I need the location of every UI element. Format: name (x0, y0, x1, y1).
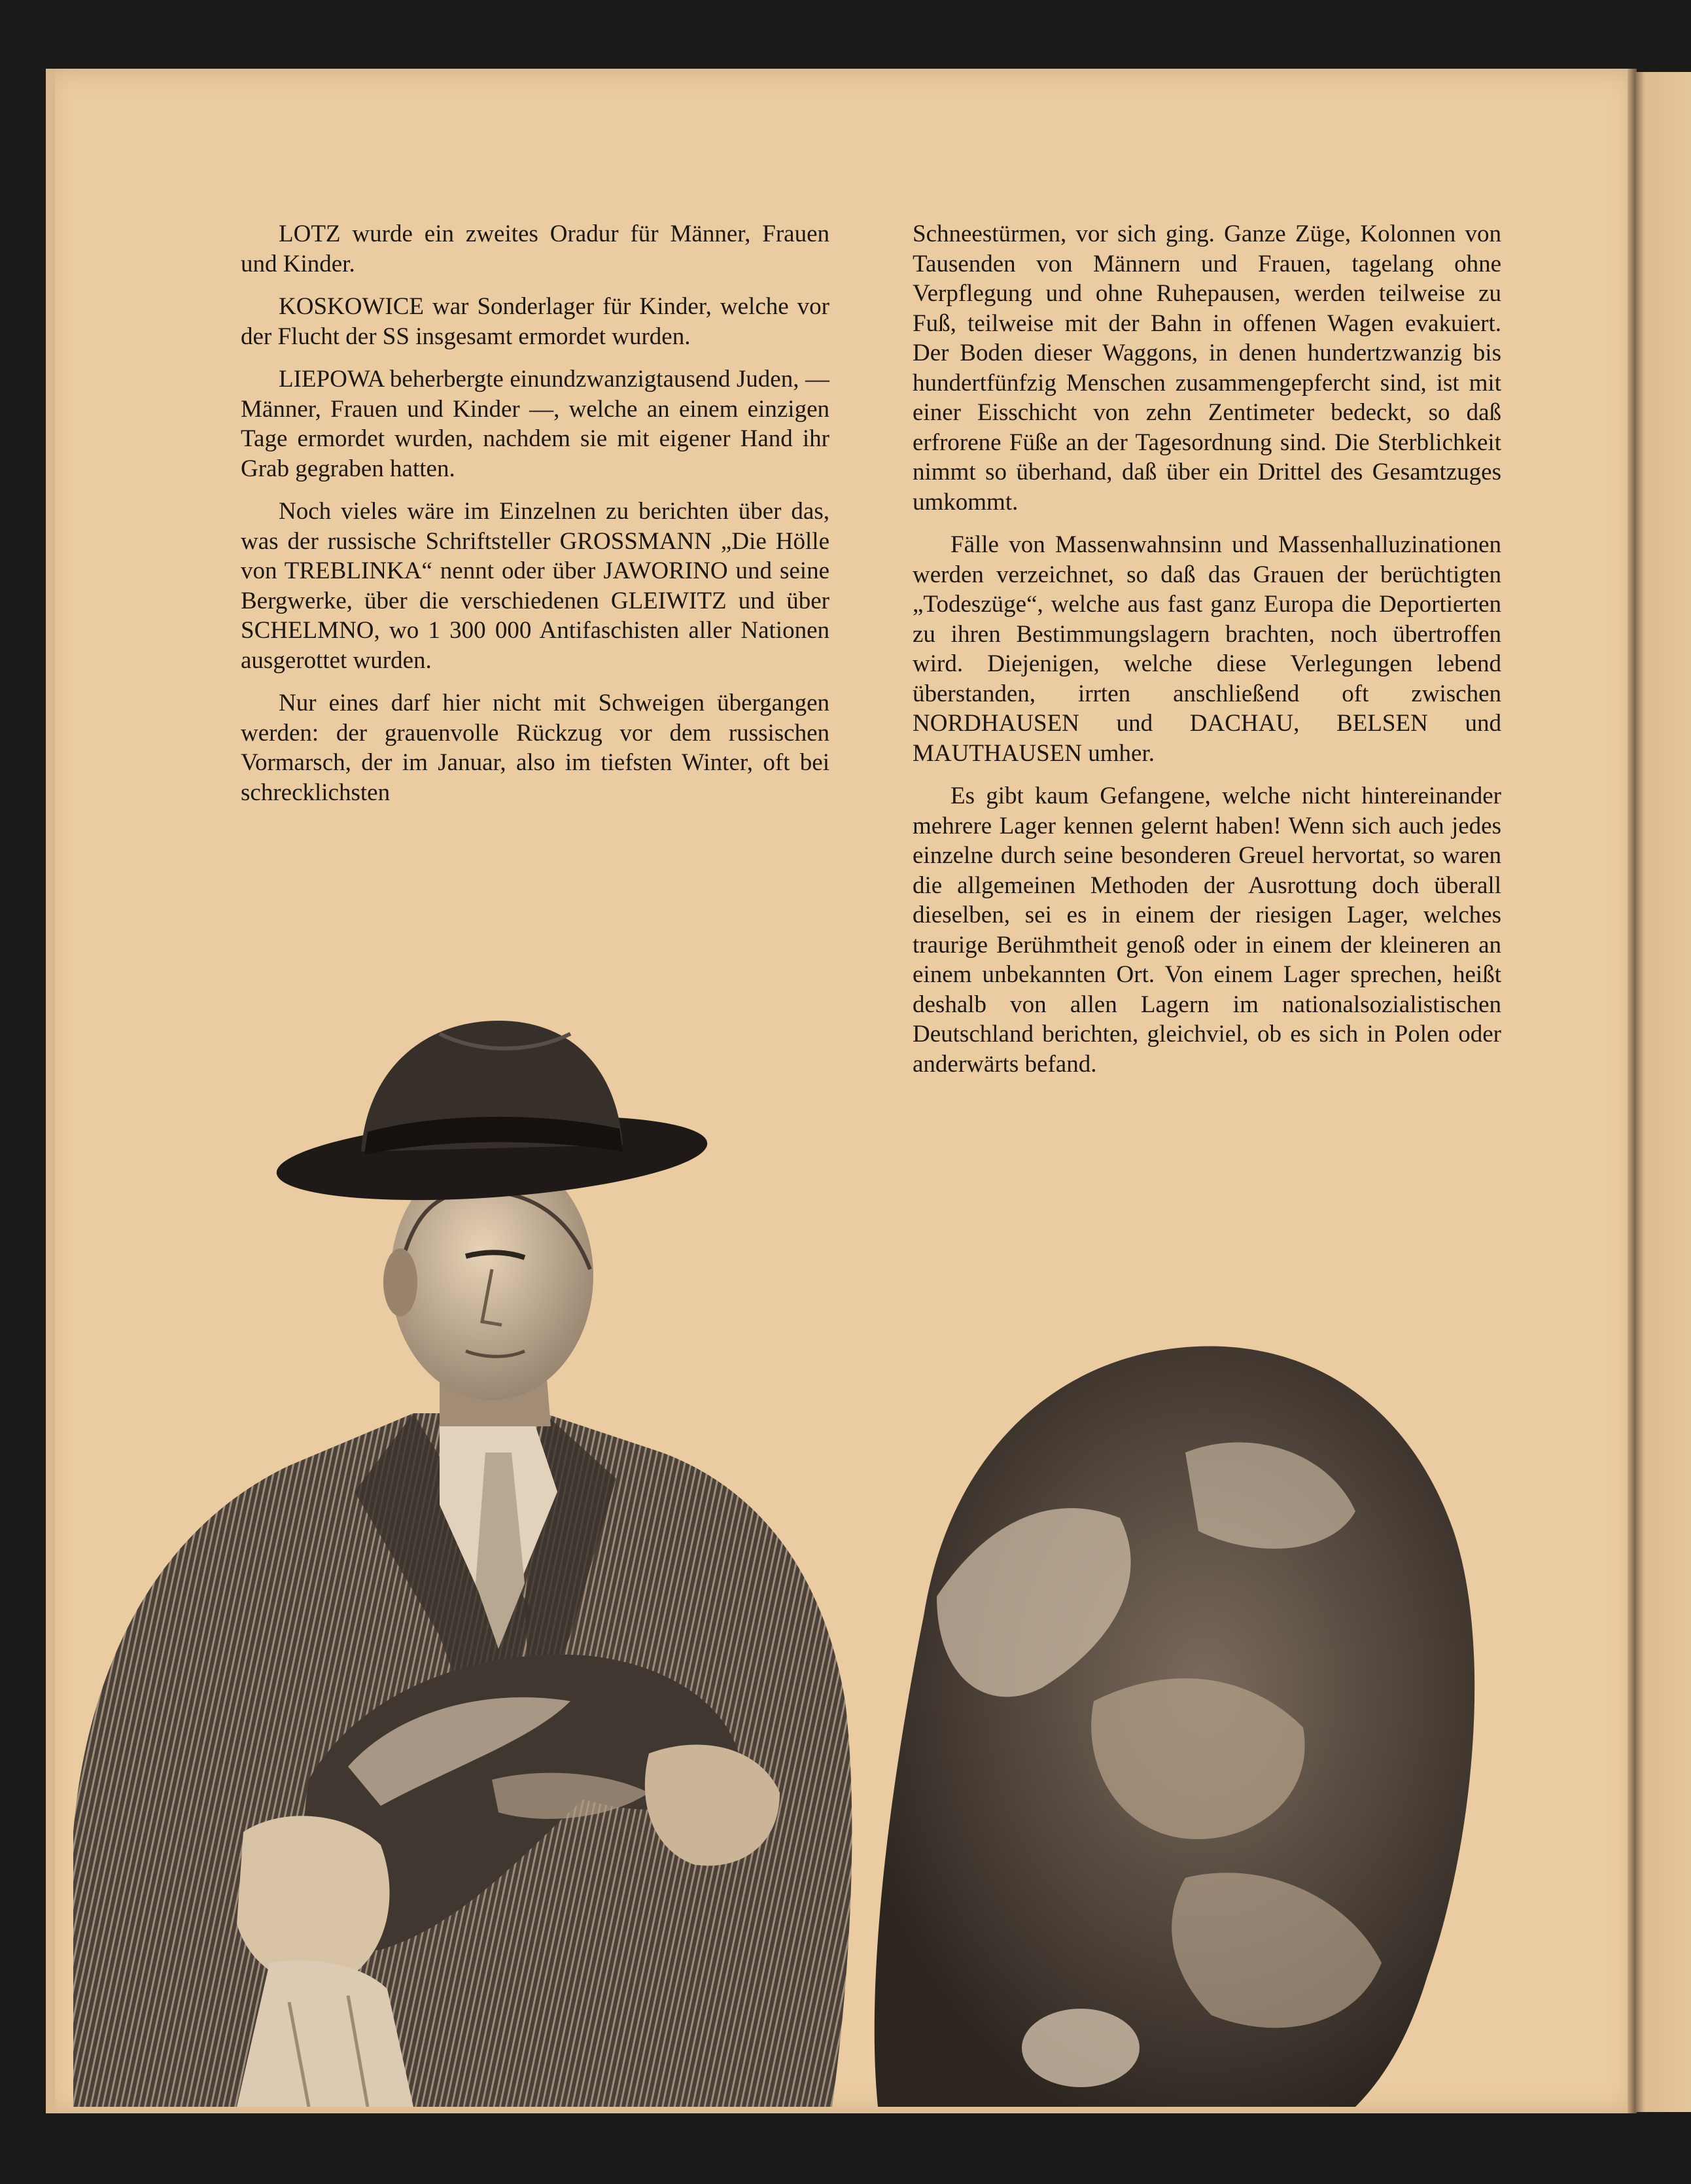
page-edge (46, 69, 55, 2113)
left-text-column (241, 219, 829, 820)
paragraph-treblinka: Noch vieles wäre im Einzelnen zu berichten über das, was der russische Schriftsteller GROSSMANN „Die Hölle von TREBLINKA“ nennt oder über JAWORINO und seine Bergwerke, über die verschiedenen GLEIWITZ und über SCHELMNO, wo 1 300 000 Antifaschisten aller Nationen ausgerottet wurden. (241, 498, 829, 674)
paragraph-liepowa: LIEPOWA beherbergte einundzwanzigtausend Juden, — Männer, Frauen und Kinder —, welche an einem einzigen Tage ermordet wurden, nachdem sie mit eigener Hand ihr Grab gegraben hatten. (241, 366, 829, 482)
paragraph-massenwahnsinn: Fälle von Massenwahnsinn und Massenhalluzinationen werden verzeichnet, so daß das Grauen der berüchtigten „Todeszüge“, welche aus fast ganz Europa die Deportierten zu ihren Bestimmungslagern brachten, noch übertroffen wird. Diejenigen, welche diese Verlegungen lebend überstanden, irrten anschließend oft zwischen NORDHAUSEN und DACHAU, BELSEN und MAUTHAUSEN umher. (913, 531, 1501, 767)
paragraph-koskowice: KOSKOWICE war Sonderlager für Kinder, welche vor der Flucht der SS insgesamt ermordet wurden. (241, 293, 829, 350)
paragraph-gefangene: Es gibt kaum Gefangene, welche nicht hintereinander mehrere Lager kennen gelernt haben! Wenn sich auch jedes einzelne durch seine besonderen Greuel hervortat, so waren die allgemeinen Methoden der Ausrottung doch überall dieselben, sei es in einem der riesigen Lager, welches traurige Berühmtheit genoß oder in einem der kleineren an einem unbekannten Ort. Von einem Lager sprechen, heißt deshalb von allen Lagern im nationalsozialistischen Deutschland berichten, gleichviel, ob es sich in Polen oder anderwärts befand. (913, 783, 1501, 1078)
right-text-column (913, 219, 1501, 1092)
paragraph-lotz: LOTZ wurde ein zweites Oradur für Männer, Frauen und Kinder. (241, 220, 829, 277)
paragraph-schneestuerme: Schneestürmen, vor sich ging. Ganze Züge, Kolonnen von Tausenden von Männern und Frauen, tagelang ohne Verpflegung und ohne Ruhepausen, werden teilweise zu Fuß, teilweise mit der Bahn in offenen Wagen evakuiert. Der Boden dieser Waggons, in denen hundertzwanzig bis hundertfünfzig Menschen zusammengepfercht sind, ist mit einer Eisschicht von zehn Zentimeter bedeckt, so daß erfrorene Füße an der Tagesordnung sind. Die Sterblichkeit nimmt so überhand, daß über ein Drittel des Gesamtzuges umkommt. (913, 220, 1501, 516)
halftone-photo-icon (73, 995, 1493, 2107)
paragraph-rueckzug: Nur eines darf hier nicht mit Schweigen übergangen werden: der grauenvolle Rückzug vor dem russischen Vormarsch, der im Januar, also im tiefsten Winter, oft bei schrecklichsten (241, 690, 829, 806)
adjacent-page-edge (1635, 72, 1691, 2112)
